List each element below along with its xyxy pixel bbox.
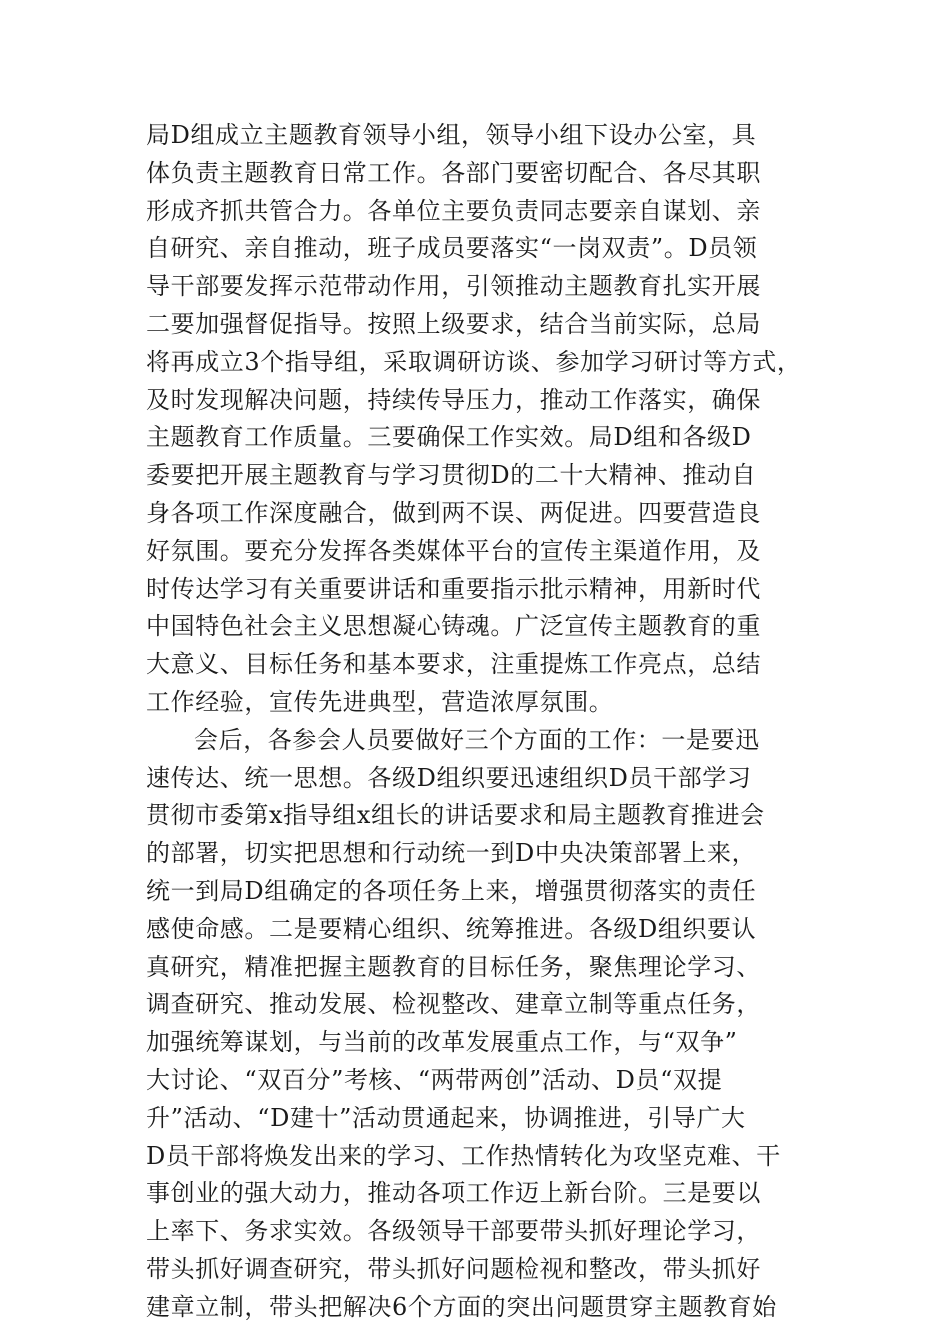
text-line: 主题教育工作质量。三要确保工作实效。局D组和各级D [146,423,752,452]
text-line: 会后，各参会人员要做好三个方面的工作：一是要迅 [194,725,760,754]
paragraph-1 [146,117,826,722]
text-line: 导干部要发挥示范带动作用，引领推动主题教育扎实开展 [146,272,761,301]
text-line: 将再成立3个指导组，采取调研访谈、参加学习研讨等方式， [146,347,802,376]
text-line: 局D组成立主题教育领导小组，领导小组下设办公室，具 [146,121,757,149]
text-line: 加强统筹谋划，与当前的改革发展重点工作，与“双争” [146,1028,738,1057]
text-line: 大讨论、“双百分”考核、“两带两创”活动、D员“双提 [146,1065,723,1094]
text-line: 身各项工作深度融合，做到两不误、两促进。四要营造良 [146,498,761,527]
text-line: 好氛围。要充分发挥各类媒体平台的宣传主渠道作用，及 [146,536,761,565]
text-line: 速传达、统一思想。各级D组织要迅速组织D员干部学习 [146,763,752,792]
text-line: 感使命感。二是要精心组织、统筹推进。各级D组织要认 [146,914,757,943]
text-line: 形成齐抓共管合力。各单位主要负责同志要亲自谋划、亲 [146,196,761,225]
text-line: 统一到局D组确定的各项任务上来，增强贯彻落实的责任 [146,876,757,905]
text-line: 调查研究、推动发展、检视整改、建章立制等重点任务， [146,990,761,1019]
text-line: 贯彻市委第x指导组x组长的讲话要求和局主题教育推进会 [146,801,765,830]
text-line: 中国特色社会主义思想凝心铸魂。广泛宣传主题教育的重 [146,612,761,641]
text-line: 升”活动、“D建十”活动贯通起来，协调推进，引导广大 [146,1103,746,1132]
text-line: 二要加强督促指导。按照上级要求，结合当前实际，总局 [146,309,761,338]
text-line: 建章立制，带头把解决6个方面的突出问题贯穿主题教育始 [146,1292,777,1321]
text-line: 时传达学习有关重要讲话和重要指示批示精神，用新时代 [146,574,761,603]
text-line: 真研究，精准把握主题教育的目标任务，聚焦理论学习、 [146,952,761,981]
text-line: 委要把开展主题教育与学习贯彻D的二十大精神、推动自 [146,461,757,490]
text-line: 自研究、亲自推动，班子成员要落实“一岗双责”。D员领 [146,234,758,263]
text-line: 带头抓好调查研究，带头抓好问题检视和整改，带头抓好 [146,1254,761,1283]
text-line: 及时发现解决问题，持续传导压力，推动工作落实，确保 [146,385,761,414]
paragraph-2 [146,722,826,1327]
text-line: 体负责主题教育日常工作。各部门要密切配合、各尽其职 [146,158,761,187]
text-line: D员干部将焕发出来的学习、工作热情转化为攻坚克难、干 [146,1141,781,1170]
text-line: 事创业的强大动力，推动各项工作迈上新台阶。三是要以 [146,1179,761,1208]
body-text [146,117,826,1327]
text-line: 上率下、务求实效。各级领导干部要带头抓好理论学习， [146,1217,761,1246]
text-line: 的部署，切实把思想和行动统一到D中央决策部署上来， [146,839,757,868]
text-line: 工作经验，宣传先进典型，营造浓厚氛围。 [146,687,614,716]
text-line: 大意义、目标任务和基本要求，注重提炼工作亮点，总结 [146,650,761,679]
